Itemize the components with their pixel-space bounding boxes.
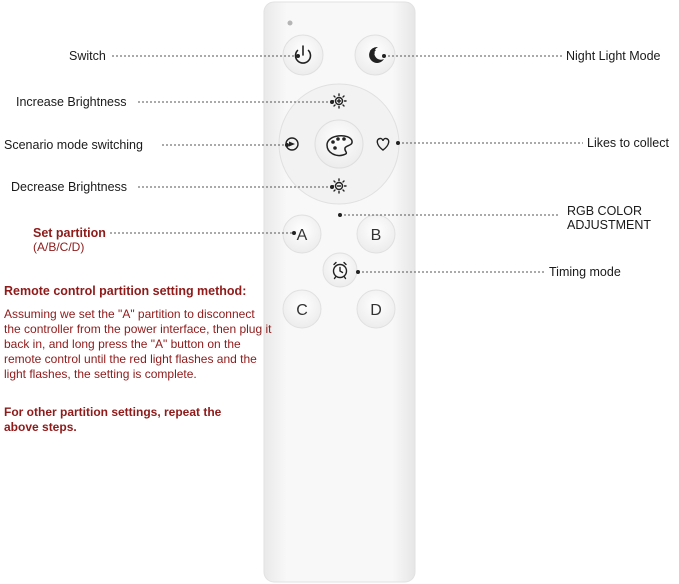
key-b[interactable] <box>357 215 395 253</box>
scenario-button[interactable] <box>281 133 303 155</box>
brightness-up-icon <box>332 94 346 108</box>
key-a[interactable] <box>283 215 321 253</box>
label-night-light-mode: Night Light Mode <box>566 49 661 63</box>
key-a-label: A <box>296 227 308 244</box>
instructions-footer: For other partition settings, repeat the above steps. <box>4 405 222 434</box>
label-rgb-line1: RGB COLOR <box>567 204 643 218</box>
label-set-partition: Set partition <box>33 226 106 240</box>
label-rgb-line2: ADJUSTMENT <box>567 218 652 232</box>
likes-button[interactable] <box>372 133 394 155</box>
label-set-partition-sub: (A/B/C/D) <box>33 240 85 254</box>
timer-button[interactable] <box>323 253 357 287</box>
instructions-heading: Remote control partition setting method: <box>4 284 247 298</box>
key-b-label: B <box>370 227 382 244</box>
color-button[interactable] <box>315 120 363 168</box>
brightness-down-icon <box>332 179 346 193</box>
key-c[interactable] <box>283 290 321 328</box>
night-light-button[interactable] <box>355 35 395 75</box>
label-switch: Switch <box>69 49 106 63</box>
label-likes-to-collect: Likes to collect <box>587 136 669 150</box>
power-button[interactable] <box>283 35 323 75</box>
key-c-label: C <box>296 302 308 319</box>
indicator-light <box>288 21 293 26</box>
key-d-label: D <box>370 302 382 319</box>
label-timing-mode: Timing mode <box>549 265 621 279</box>
instructions-body: Assuming we set the "A" partition to disconnect the controller from the power interface, then plug it back in, and long press the "A" button on the remote control until the red light flashes and the light flashes, the setting is complete. <box>4 307 272 381</box>
key-d[interactable] <box>357 290 395 328</box>
label-increase-brightness: Increase Brightness <box>16 95 127 109</box>
label-decrease-brightness: Decrease Brightness <box>11 180 128 194</box>
label-scenario-mode-switching: Scenario mode switching <box>4 138 143 152</box>
